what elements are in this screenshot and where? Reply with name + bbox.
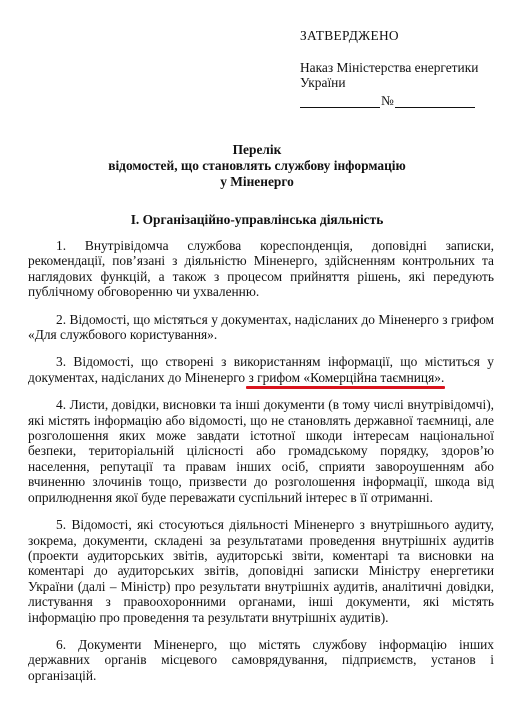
paragraph-3-text: 3. Відомості, що створені з використанням інформації, що міститься у документах, надісланих до Міненерго [28,354,494,385]
paragraph-3-end: . [440,369,445,385]
highlighted-phrase: з грифом «Комерційна таємниця» [248,369,441,385]
title-line-2: відомостей, що становлять службову інформацію [108,158,406,173]
approval-heading: ЗАТВЕРДЖЕНО [300,28,399,43]
order-number-blank [395,94,475,108]
paragraph-1: 1. Внутрівідомча службова кореспонденція, доповідні записки, рекомендації, пов’язані з діяльністю Міненерго, здійсненням контрольних та наглядових функцій, а також з процесом прийняття рішень, які передують публічному обговоренню чи ухваленню. [28,238,494,300]
paragraph-4: 4. Листи, довідки, висновки та інші документи (в тому числі внутрівідомчі), які містять інформацію або відомості, що не становлять державної таємниці, але розголошення яких може завдати істотної шкоди інтересам національної безпеки, територіальній цілісності або громадському порядку, здоров’ю населення, репутації та правам інших осіб, сприяти завороушенням або вчиненню злочинів тощо, призвести до розголошення інформації, шкода від оприлюднення якої буде переважати суспільний інтерес в її отриманні. [28,397,494,505]
paragraph-3 [28,354,494,385]
title-line-3: у Міненерго [220,174,294,189]
order-line-1: Наказ Міністерства енергетики [300,59,479,75]
paragraph-5: 5. Відомості, які стосуються діяльності Міненерго з внутрішнього аудиту, зокрема, документи, складені за результатами проведення внутрішніх аудитів (проекти аудиторських звітів, аудиторські звіти, коментарі та висновки на коментарі до аудиторських звітів, доповідні записки Міністру енергетики України (далі – Міністр) про результати внутрішніх аудитів, аналітичні довідки, листування з правоохоронними органами, інші документи, які містять інформацію про проведення та результати внутрішніх аудитів). [28,517,494,625]
order-date-blank [300,94,380,108]
number-sign: № [381,92,394,108]
title-line-1: Перелік [232,142,282,157]
order-line-2: України [300,75,346,90]
paragraph-6: 6. Документи Міненерго, що містять службову інформацію інших державних органів місцевого самоврядування, підприємств, установ і організацій. [28,636,494,683]
order-date-number-line [300,93,500,109]
paragraph-2: 2. Відомості, що містяться у документах, надісланих до Міненерго з грифом «Для службового користування». [28,311,494,343]
document-body [28,238,494,695]
approval-block [300,28,500,108]
section-title: I. Організаційно-управлінська діяльність [130,212,384,227]
document-title [0,142,514,190]
